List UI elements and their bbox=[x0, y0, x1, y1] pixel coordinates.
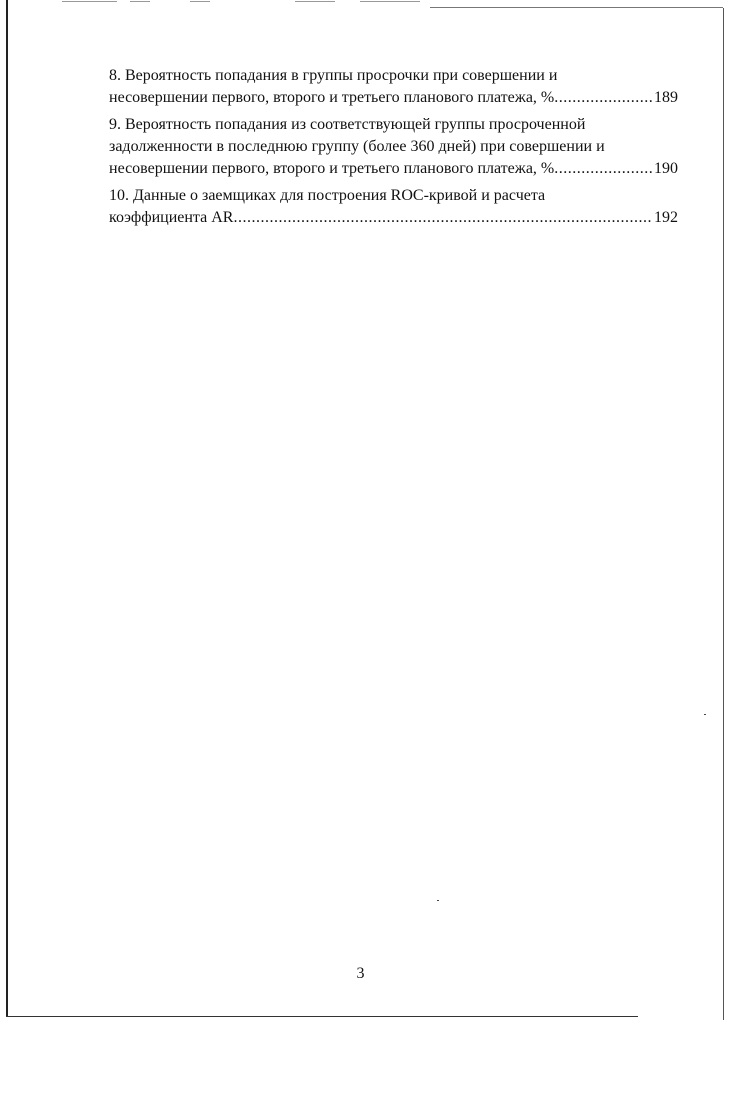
toc-entry-8[interactable] bbox=[109, 65, 678, 109]
toc-entry-text: несовершении первого, второго и третьего планового платежа, % bbox=[109, 89, 555, 106]
toc-entry-text: 9. Вероятность попадания из соответствующей группы просроченной bbox=[109, 116, 586, 133]
page-number: 3 bbox=[356, 965, 365, 982]
toc-entry-text: 8. Вероятность попадания в группы просрочки при совершении и bbox=[109, 67, 558, 84]
toc-page-number: 192 bbox=[654, 209, 678, 226]
toc-entry-last-line bbox=[109, 158, 678, 180]
scan-top-mark bbox=[130, 1, 150, 2]
toc-page-number: 189 bbox=[654, 89, 678, 106]
toc-entry-text: задолженности в последнюю группу (более 360 дней) при совершении и bbox=[109, 138, 605, 155]
toc-leader-dots bbox=[554, 87, 652, 109]
toc-entry-last-line bbox=[109, 207, 678, 229]
toc-page-number: 190 bbox=[654, 160, 678, 177]
scan-speck bbox=[437, 900, 439, 901]
toc-entry-10[interactable] bbox=[109, 185, 678, 229]
scan-edge-right bbox=[723, 8, 724, 1020]
toc-entry-text: коэффициента AR bbox=[109, 209, 234, 226]
scan-speck bbox=[704, 714, 706, 715]
scan-top-mark bbox=[190, 1, 210, 2]
scan-top-mark bbox=[295, 1, 335, 2]
table-of-contents bbox=[109, 65, 678, 234]
scan-edge-top bbox=[430, 7, 723, 8]
toc-entry-last-line bbox=[109, 87, 678, 109]
scan-edge-bottom bbox=[6, 1016, 638, 1017]
toc-entry-text: несовершении первого, второго и третьего планового платежа, % bbox=[109, 160, 555, 177]
scan-top-mark bbox=[360, 1, 420, 2]
toc-entry-text: 10. Данные о заемщиках для построения ROC-кривой и расчета bbox=[109, 187, 546, 204]
toc-leader-dots bbox=[554, 158, 652, 180]
toc-leader-dots bbox=[233, 207, 652, 229]
toc-entry-9[interactable] bbox=[109, 114, 678, 180]
scan-top-mark bbox=[62, 1, 117, 2]
scan-edge-left bbox=[6, 0, 8, 1016]
